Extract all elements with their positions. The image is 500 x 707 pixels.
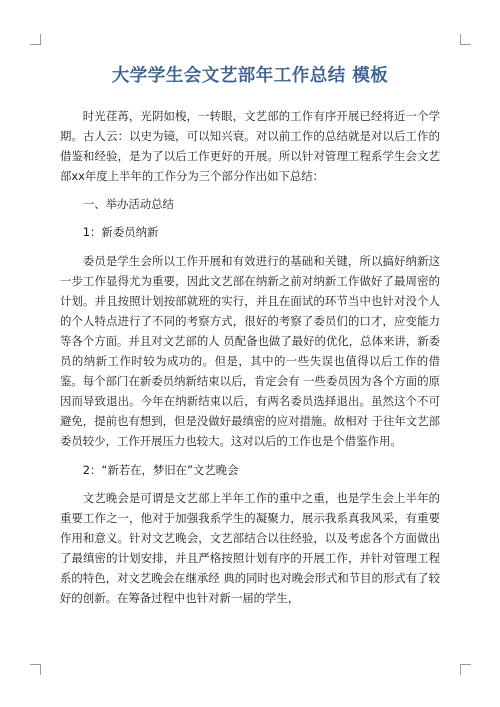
crop-mark-top-left: [30, 34, 41, 45]
document-title: 大学学生会文艺部年工作总结 模板: [111, 66, 389, 86]
recruitment-paragraph: 委员是学生会所以工作开展和有效进行的基础和关键，所以搞好纳新这一步工作显得尤为重要，因此文艺部在纳新之前对纳新工作做好了最周密的计划。并且按照计划按部就班的实行，并且在面试的环节当中也针对没个人的个人特点进行了不同的考察方式，很好的考察了委员们的口才，应变能力等各个方面。并且对文艺部的人 员配备也做了最好的优化，总体来讲，新委员的纳新工作时较为成功的。但是，其中的一些失误也值得以后工作的借鉴。每个部门在新委员纳新结束以后，肯定会有 一些委员因为各个方面的原因而导致退出。今年在纳新结束以后，有两名委员选择退出。虽然这个不可避免，提前也有想到，但是没做好最缜密的应对措施。故相对 于往年文艺部委员较少，工作开展压力也较大。这对以后的工作也是个借鉴作用。: [60, 253, 440, 449]
crop-mark-top-right: [460, 34, 471, 45]
gala-paragraph: 文艺晚会是可谓是文艺部上半年工作的重中之重，也是学生会上半年的重要工作之一，他对于加强我系学生的凝聚力，展示我系真我风采，有重要作用和意义。针对文艺晚会，文艺部结合以往经验，以及考虑各个方面做出了最缜密的计划安排，并且严格按照计划有序的开展工作，并针对管理工程系的特色，对文艺晚会在继承经 典的同时也对晚会形式和节目的形式有了较好的创新。在筹备过程中也针对新一届的学生，: [60, 490, 440, 606]
document-body: [60, 106, 440, 616]
crop-mark-bottom-left: [30, 664, 41, 675]
subheading-gala: 2：“新若在，梦旧在”文艺晚会: [82, 462, 239, 477]
subheading-recruitment: 1：新委员纳新: [82, 225, 159, 240]
section-heading-activities: 一、举办活动总结: [82, 197, 174, 212]
intro-paragraph: 时光荏苒，光阴如梭，一转眼，文艺部的工作有序开展已经将近一个学期。古人云：以史为镜，可以知兴衰。对以前工作的总结就是对以后工作的借鉴和经验，是为了以后工作更好的开展。所以针对管理工程系学生会文艺部xx年度上半年的工作分为三个部分作出如下总结：: [60, 109, 440, 184]
crop-mark-bottom-right: [460, 664, 471, 675]
